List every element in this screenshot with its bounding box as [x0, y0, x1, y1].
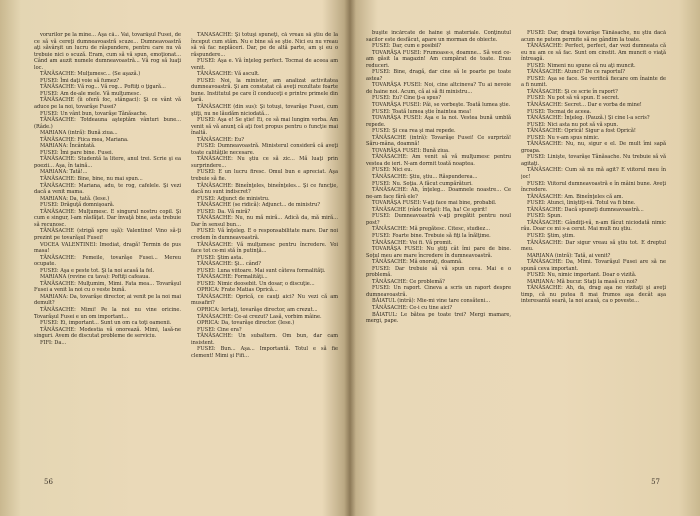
- dialogue-paragraph: FUSEI: Bun... Aşa... Importantă. Totul e să fie clement! Mimi şi Fifi...: [191, 346, 338, 359]
- dialogue-paragraph: MARIANA (intră): Tată, ai venit?: [527, 252, 611, 259]
- dialogue-paragraph: TĂNĂSACHE: Ce problemă?: [372, 278, 445, 285]
- dialogue-paragraph: TĂNĂSACHE: Vă mulţumesc pentru încredere. Voi face tot ce-mi stă în putinţă...: [191, 241, 338, 255]
- dialogue-paragraph: TĂNĂSACHE: Modestia vă onorează. Mimi, lasă-ne singuri. Avem de discutat probleme de serviciu.: [34, 326, 181, 340]
- right-column-2: [521, 30, 666, 460]
- dialogue-paragraph: FUSEI: Eu? Cine ţi-a spus?: [372, 95, 442, 102]
- dialogue-paragraph: FUSEI: Dar trebuie să vă spun ceva. Mai e o problemă.: [366, 265, 511, 279]
- dialogue-paragraph: FUSEI: Atunci, liniştiţi-vă. Totul va fi bine.: [527, 200, 636, 207]
- dialogue-paragraph: FUSEI: Dar, cum e posibil?: [372, 43, 442, 50]
- dialogue-paragraph: FIFI: Da...: [40, 339, 67, 346]
- dialogue-paragraph: FUSEI: Viitorul dumneavoastră e în mâini bune. Aveţi încredere.: [521, 180, 666, 194]
- left-column-1: [34, 32, 181, 462]
- dialogue-paragraph: TOVARĂŞA FUSEI: Nu ştiţi cât îmi pare de bine. Soţul meu are mare încredere în dumneavoastră.: [366, 246, 511, 259]
- dialogue-paragraph: MARIANA: Tată!...: [40, 169, 88, 176]
- dialogue-paragraph: TĂNĂSACHE: Am. Bineînţeles că am.: [527, 193, 624, 200]
- dialogue-paragraph: TĂNĂSACHE: Vă rog... Vă rog... Poftiţi o ţigară...: [40, 84, 166, 91]
- dialogue-paragraph: FUSEI: Vă înţeleg. E o responsabilitate mare. Dar noi credem în dumneavoastră.: [191, 228, 338, 241]
- dialogue-paragraph: FUSEI: Aşa e peste tot. Şi la noi acasă la fel.: [40, 267, 155, 274]
- dialogue-paragraph: TĂNĂSACHE: Mulţumesc. E singurul nostru copil. Şi cum e singur, l-am răsfăţat. Dar învaţă bine, asta trebuie să recunosc.: [34, 208, 181, 228]
- dialogue-paragraph: MARIANA: Da, tovarăşe director, ai venit pe la noi mai demult?: [34, 293, 181, 307]
- dialogue-paragraph: TĂNĂSACHE: Bineînţeles, bineînţeles... Şi ce funcţie, dacă nu sunt indiscret?: [191, 182, 338, 196]
- dialogue-paragraph: FUSEI: Linişte, tovarăşe Tănăsache. Nu trebuie să vă agitaţi.: [521, 154, 666, 167]
- dialogue-paragraph: FUSEI: Cine era?: [197, 326, 242, 333]
- left-column-2: [191, 32, 338, 462]
- dialogue-paragraph: MARIANA: Da, tată. (Iese.): [40, 195, 110, 202]
- dialogue-paragraph: TĂNĂSACHE: Nu, nu mă miră... Adică da, mă miră... Dar în sensul bun...: [191, 215, 338, 228]
- dialogue-paragraph: TĂNĂSACHE: Vă ascult.: [197, 71, 260, 78]
- dialogue-paragraph: FUSEI: Dumneavoastră v-aţi pregătit pentru noul post?: [366, 213, 511, 226]
- dialogue-paragraph: FUSEI: Ştim asta.: [197, 254, 243, 261]
- left-page-columns: [34, 32, 338, 462]
- dialogue-paragraph: FUSEI: Ştim, ştim.: [527, 232, 575, 239]
- dialogue-paragraph: TĂNĂSACHE: Cum să nu mă agit? E viitorul meu în joc!: [521, 167, 666, 181]
- dialogue-paragraph: TĂNĂSACHE: Eu?: [197, 136, 245, 143]
- dialogue-paragraph: TĂNĂSACHE: Fiica mea, Mariana.: [40, 136, 129, 143]
- dialogue-paragraph: FUSEI: Aşa e. Vă înţeleg perfect. Tocmai de aceea am venit.: [191, 58, 338, 71]
- dialogue-paragraph: TĂNĂSACHE: Atunci? De ce raportul?: [527, 69, 626, 76]
- dialogue-paragraph: MARIANA (revine cu tava): Poftiţi cafeaua.: [40, 274, 150, 281]
- dialogue-paragraph: TĂNĂSACHE: Şi totuşi spuneţi, că vreau să ştiu de la început cum stăm. Nu e bine să se ştie. Nici eu nu vreau să vă fac neplăceri. Dar, pe de altă parte, am şi eu o răspundere...: [191, 32, 338, 58]
- dialogue-paragraph: BĂIATUL: Le bătea pe toate trei? Mergi mamare, mergi, pape.: [366, 311, 511, 325]
- dialogue-paragraph: TĂNĂSACHE: Dar sigur vreau să ştiu tot. E dreptul meu.: [521, 239, 666, 253]
- dialogue-paragraph: TĂNĂSACHE: Am venit să vă mulţumesc pentru vestea de ieri. N-am dormit toată noaptea.: [366, 154, 511, 167]
- dialogue-paragraph: TĂNĂSACHE: Şi... când?: [197, 261, 261, 268]
- right-page: [350, 0, 700, 516]
- dialogue-paragraph: FUSEI: Ei, important... Sunt un om ca toţi oamenii.: [40, 320, 172, 327]
- dialogue-paragraph: MARIANA: Încântată.: [40, 143, 96, 150]
- dialogue-paragraph: TĂNĂSACHE: Studentă la litere, anul trei. Scrie şi ea poezii... Aşa, în taină...: [34, 156, 181, 169]
- dialogue-paragraph: TĂNĂSACHE (se ridică): Adjunct... de ministru?: [197, 202, 321, 209]
- dialogue-paragraph: FUSEI: Bine, dragă, dar cine să le poarte pe toate astea?: [366, 69, 511, 82]
- dialogue-paragraph: TĂNĂSACHE: Mimi! Pe la noi nu vine oricine. Tovarăşul Fusei e un om important...: [34, 306, 181, 320]
- dialogue-paragraph: TOVARĂŞA FUSEI: Noi, cine altcineva? Tu ai nevoie de haine noi. Acum, că ai să fii ministru...: [366, 82, 511, 95]
- dialogue-paragraph: FUSEI: Nici eu.: [372, 167, 413, 174]
- dialogue-paragraph: FUSEI: Nu. Soţia. A făcut cumpărături.: [372, 180, 473, 187]
- dialogue-paragraph: TĂNĂSACHE: Mariana, adu, te rog, cafelele. Şi vezi dacă a venit mama.: [34, 182, 181, 196]
- dialogue-paragraph: TĂNĂSACHE: Nu, nu, sigur e el. De mult îmi sapă groapa.: [521, 141, 666, 154]
- dialogue-paragraph: vorurilor pe la mine... Aşa că... Vai, tovarăşul Fusei, de ce să vă cereţi dumneavoastră scuze... Dumneavoastră aţi săvârşit un lucru de răspundere, pentru care nu vă trebuie nici o scuză. Eram, cum să vă spun, emoţionat... Când am auzit numele dumneavoastră... Vă rog să luaţi loc.: [34, 32, 181, 71]
- dialogue-paragraph: TĂNĂSACHE: Şi ce scrie în raport?: [527, 88, 618, 95]
- dialogue-paragraph: FUSEI: Dar, dragă tovarăşe Tănăsache, nu ştiu dacă acum ne putem permite să ne gândim la toate.: [521, 30, 666, 43]
- dialogue-paragraph: FUSEI: Spun.: [527, 213, 562, 220]
- dialogue-paragraph: FUSEI: Nu, nimic important. Doar o vizită.: [527, 272, 637, 279]
- dialogue-paragraph: FUSEI: Îmi pare bine. Fusei.: [40, 149, 114, 156]
- page-number-right: 57: [651, 478, 660, 486]
- dialogue-paragraph: TĂNĂSACHE: Gândiţi-vă, n-am făcut niciodată nimic rău. Doar ce mi s-a cerut. Mai mult nu ştiu.: [521, 219, 666, 233]
- dialogue-paragraph: FUSEI: Nici asta nu pot să vă spun.: [527, 121, 619, 128]
- dialogue-paragraph: TĂNĂSACHE: Dacă spuneţi dumneavoastră...: [527, 206, 644, 213]
- dialogue-paragraph: TĂNĂSACHE: Ce-ai crezut? Lasă, vorbim mâine.: [197, 313, 322, 320]
- dialogue-paragraph: TĂNĂSACHE: Formalităţi...: [197, 274, 268, 281]
- dialogue-paragraph: TĂNĂSACHE: Oprică, ce cauţi aici? Nu vezi că am musafiri?: [191, 293, 338, 307]
- dialogue-paragraph: TĂNĂSACHE: Mă pregătesc. Citesc, studiez...: [372, 226, 491, 233]
- dialogue-paragraph: TĂNĂSACHE: Ah, înţeleg... Doamnele noastre... Ce ne-am face fără ele?: [366, 187, 511, 200]
- dialogue-paragraph: TĂNĂSACHE: Mă onoraţi, doamnă.: [372, 259, 463, 266]
- dialogue-paragraph: FUSEI: Un raport. Cineva a scris un raport despre dumneavoastră.: [366, 285, 511, 298]
- dialogue-paragraph: FUSEI: Luna viitoare. Mai sunt câteva formalităţi.: [197, 267, 326, 274]
- dialogue-paragraph: TĂNĂSACHE: Ce-i cu tine aici?: [372, 304, 453, 311]
- dialogue-paragraph: FUSEI: Tocmai de aceea.: [527, 108, 592, 115]
- dialogue-paragraph: TĂNĂSACHE: Înţeleg. (Pauză.) Şi cine l-a scris?: [527, 115, 650, 122]
- dialogue-paragraph: TOVARĂŞA FUSEI: Bună ziua.: [372, 147, 450, 154]
- dialogue-paragraph: TĂNĂSACHE: Totdeauna aşteptăm vânturi bune... (Râde.): [34, 117, 181, 130]
- dialogue-paragraph: TĂNĂSACHE: Secret... Dar e vorba de mine!: [527, 102, 642, 109]
- dialogue-paragraph: MARIANA: Mă bucur. Staţi la masă cu noi?: [527, 278, 638, 285]
- dialogue-paragraph: TOVARĂŞA FUSEI: V-aţi face mai bine, probabil.: [372, 200, 497, 207]
- dialogue-paragraph: OPRICA: Da, tovarăşe director. (Iese.): [197, 320, 295, 327]
- dialogue-paragraph: TĂNĂSACHE: Femeile, tovarăşe Fusei... Mereu ocupate.: [34, 254, 181, 268]
- dialogue-paragraph: TOVARĂŞA FUSEI: Aşa e la noi. Vestea bună umblă repede.: [366, 115, 511, 128]
- dialogue-paragraph: FUSEI: Şi cea rea şi mai repede.: [372, 128, 456, 135]
- dialogue-paragraph: TĂNĂSACHE (strigă spre uşă): Valentino! Vino să-ţi prezint pe tovarăşul Fusei!: [34, 228, 181, 241]
- dialogue-paragraph: TĂNĂSACHE: Mulţumim, Mimi. Fata mea... Tovarăşul Fusei a venit la noi cu o veste bună.: [34, 280, 181, 294]
- dialogue-paragraph: TĂNĂSACHE (din sus): Şi totuşi, tovarăşe Fusei, cum ştiţi, nu ne lăudăm niciodată...: [191, 104, 338, 117]
- dialogue-paragraph: TĂNĂSACHE: Perfect, perfect, dar vezi dumneata că eu nu am ce să fac. Sunt om cinstit. Am muncit o viaţă întreagă.: [521, 43, 666, 63]
- right-page-columns: [366, 30, 666, 460]
- dialogue-paragraph: FUSEI: Un vânt bun, tovarăşe Tănăsache.: [40, 110, 148, 117]
- dialogue-paragraph: TĂNĂSACHE (intră): Tovarăşe Fusei! Ce surpriză! Săru-mâna, doamnă!: [366, 134, 511, 148]
- dialogue-paragraph: FUSEI: Foarte bine. Trebuie să fiţi la înălţime.: [372, 232, 491, 239]
- dialogue-paragraph: TĂNĂSACHE: Ah, da, drag aşa ne vizitaţi şi aveţi timp, că nu putea fi mai frumos aşa decât aşa interesantă seară, la noi acasă, ca o poveste...: [521, 285, 666, 305]
- dialogue-paragraph: FUSEI: Nu v-am spus nimic.: [527, 134, 600, 141]
- dialogue-paragraph: TĂNĂSACHE: Da, Mimi. Tovarăşul Fusei are să ne spună ceva important.: [521, 259, 666, 272]
- dialogue-paragraph: BĂIATUL (intră): Mie-mi vine tare consăteni...: [372, 298, 491, 305]
- dialogue-paragraph: TĂNĂSACHE (îi oferă foc, stângaci): Şi ce vânt vă aduce pe la noi, tovarăşe Fusei?: [34, 97, 181, 111]
- dialogue-paragraph: TĂNĂSACHE (râde forţat): Ha, ha! Ce spirit!: [372, 206, 488, 213]
- dialogue-paragraph: MARIANA (intră): Bună ziua...: [40, 130, 118, 137]
- dialogue-paragraph: FUSEI: Am de-ale mele. Vă mulţumesc.: [40, 90, 141, 97]
- dialogue-paragraph: OPRICA: Frate Matias Oprică...: [197, 287, 278, 294]
- dialogue-paragraph: FUSEI: Noi, la minister, am analizat activitatea dumneavoastră. Şi am constatat că aveţi rezultate foarte bune. Institutul pe care îl conduceţi e printre primele din ţară.: [191, 77, 338, 104]
- dialogue-paragraph: TĂNĂSACHE: Un subaltern. Om bun, dar cam insistent.: [191, 333, 338, 346]
- dialogue-paragraph: FUSEI: Nimic deosebit. Un dosar, o discuţie...: [197, 280, 315, 287]
- dialogue-paragraph: FUSEI: Aşa se face. Se verifică fiecare om înainte de a fi numit.: [521, 75, 666, 89]
- dialogue-paragraph: TĂNĂSACHE: Oprică! Sigur a fost Oprică!: [527, 128, 636, 135]
- dialogue-paragraph: TĂNĂSACHE: Ştiu, ştiu... Răspunderea...: [372, 174, 478, 181]
- dialogue-paragraph: FUSEI: Nimeni nu spune că nu aţi muncit.: [527, 62, 636, 69]
- page-number-left: 56: [44, 478, 53, 486]
- dialogue-paragraph: VOCEA VALENTINEI: Imediat, dragă! Termin de pus masa!: [34, 241, 181, 255]
- dialogue-paragraph: FUSEI: Drăguţă domnişoară.: [40, 202, 115, 209]
- dialogue-paragraph: FUSEI: Dumneavoastră. Ministerul consideră că aveţi toate calităţile necesare.: [191, 143, 338, 156]
- dialogue-paragraph: FUSEI: Nu pot să vă spun. E secret.: [527, 95, 620, 102]
- dialogue-paragraph: buşite încărcate de haine şi materiale. Conţinutul sacilor este desfăcut, apare un morman de obiecte.: [366, 30, 511, 43]
- dialogue-paragraph: TĂNĂSACHE: Voi fi. Vă promit.: [372, 239, 453, 246]
- dialogue-paragraph: TĂNĂSACHE: Mulţumesc... (Se aşază.): [40, 71, 141, 78]
- dialogue-paragraph: FUSEI: Aşa e! Se ştie! Ei, ce să mai lungim vorba. Am venit să vă anunţ că aţi fost propus pentru o funcţie mai înaltă.: [191, 117, 338, 137]
- dialogue-paragraph: FUSEI: Da. Vă miră?: [197, 208, 251, 215]
- dialogue-paragraph: FUSEI: E un lucru firesc. Omul bun e apreciat. Aşa trebuie să fie.: [191, 169, 338, 183]
- dialogue-paragraph: TOVARĂŞA FUSEI: Păi, se vorbeşte. Toată lumea ştie.: [372, 102, 511, 109]
- dialogue-paragraph: FUSEI: Adjunct de ministru.: [197, 195, 270, 202]
- dialogue-paragraph: FUSEI: Toată lumea ştie înaintea mea!: [372, 108, 472, 115]
- dialogue-paragraph: OPRICA: Iertaţi, tovarăşe director, am crezut...: [197, 306, 318, 313]
- dialogue-paragraph: TOVARĂŞA FUSEI: Frumoase-s, doamne... Să vezi ce-am găsit la magazin! Am cumpărat de toate. Erau reduceri.: [366, 49, 511, 69]
- dialogue-paragraph: TĂNĂSACHE: Nu ştiu ce să zic... Mă luaţi prin surprindere...: [191, 156, 338, 169]
- right-column-1: [366, 30, 511, 460]
- dialogue-paragraph: TĂNĂSACHE: Bine, bine, nu mai spun...: [40, 176, 143, 183]
- dialogue-paragraph: FUSEI: Îmi daţi voie să fumez?: [40, 77, 120, 84]
